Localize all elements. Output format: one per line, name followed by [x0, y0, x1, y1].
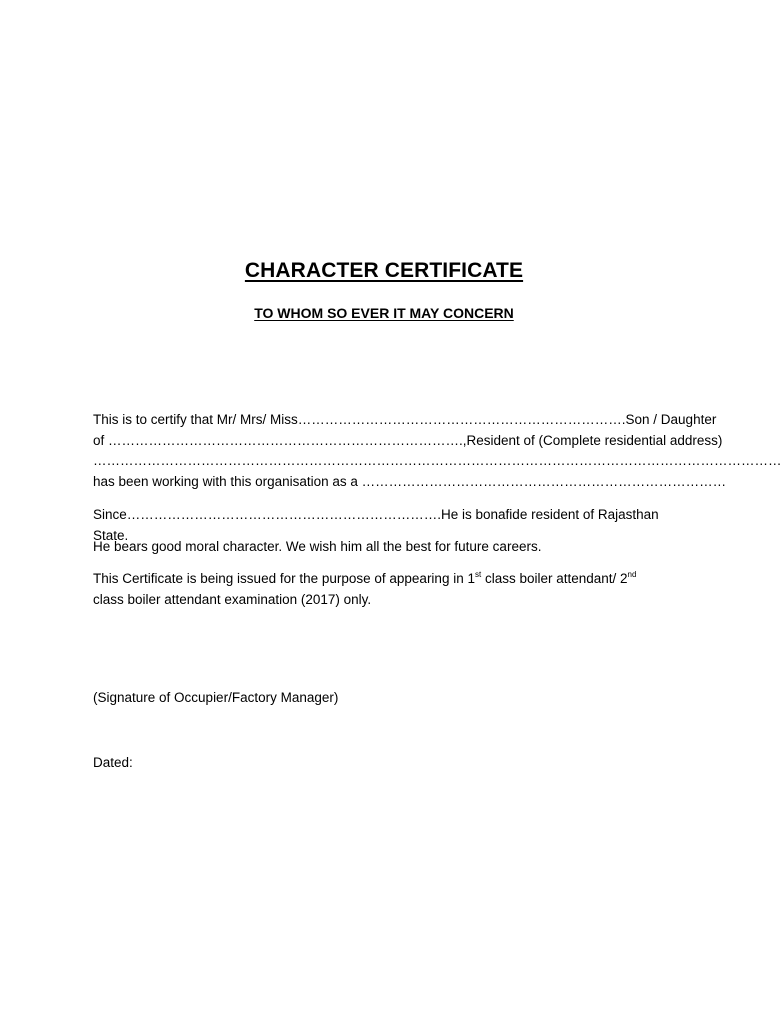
certificate-title: CHARACTER CERTIFICATE — [244, 259, 524, 282]
certificate-subtitle: TO WHOM SO EVER IT MAY CONCERN — [254, 305, 514, 321]
certify-line-2 — [93, 431, 723, 452]
purpose-text-line2: class boiler attendant examination (2017) only. — [93, 591, 372, 607]
character-paragraph: He bears good moral character. We wish him all the best for future careers. — [93, 539, 542, 554]
dated-label: Dated: — [93, 755, 133, 770]
first-ordinal-sup: st — [474, 570, 482, 579]
since-paragraph: Since…………………………………………………………….He is bonafide resident of Rajasthan State. — [93, 507, 659, 543]
purpose-paragraph — [93, 569, 675, 610]
second-ordinal-sup: nd — [627, 570, 637, 579]
signature-label: (Signature of Occupier/Factory Manager) — [93, 690, 339, 705]
certify-line-1: This is to certify that Mr/ Mrs/ Miss……………………………………………………………….Son / Daughter — [93, 412, 717, 427]
purpose-text-part1: This Certificate is being issued for the purpose of appearing in 1 — [93, 571, 475, 586]
resident-of-text: Resident of (Complete residential address) — [466, 432, 723, 448]
purpose-text-part2: class boiler attendant/ 2 — [481, 571, 628, 586]
organisation-line: has been working with this organisation as a ……………………………………………………………………… — [93, 473, 727, 489]
of-blank-text: of ……………………………………………………………………., — [93, 432, 467, 448]
address-blank-line: ……………………………………………………………………………………………………………………………………… — [93, 453, 782, 468]
certification-paragraph — [93, 410, 782, 492]
